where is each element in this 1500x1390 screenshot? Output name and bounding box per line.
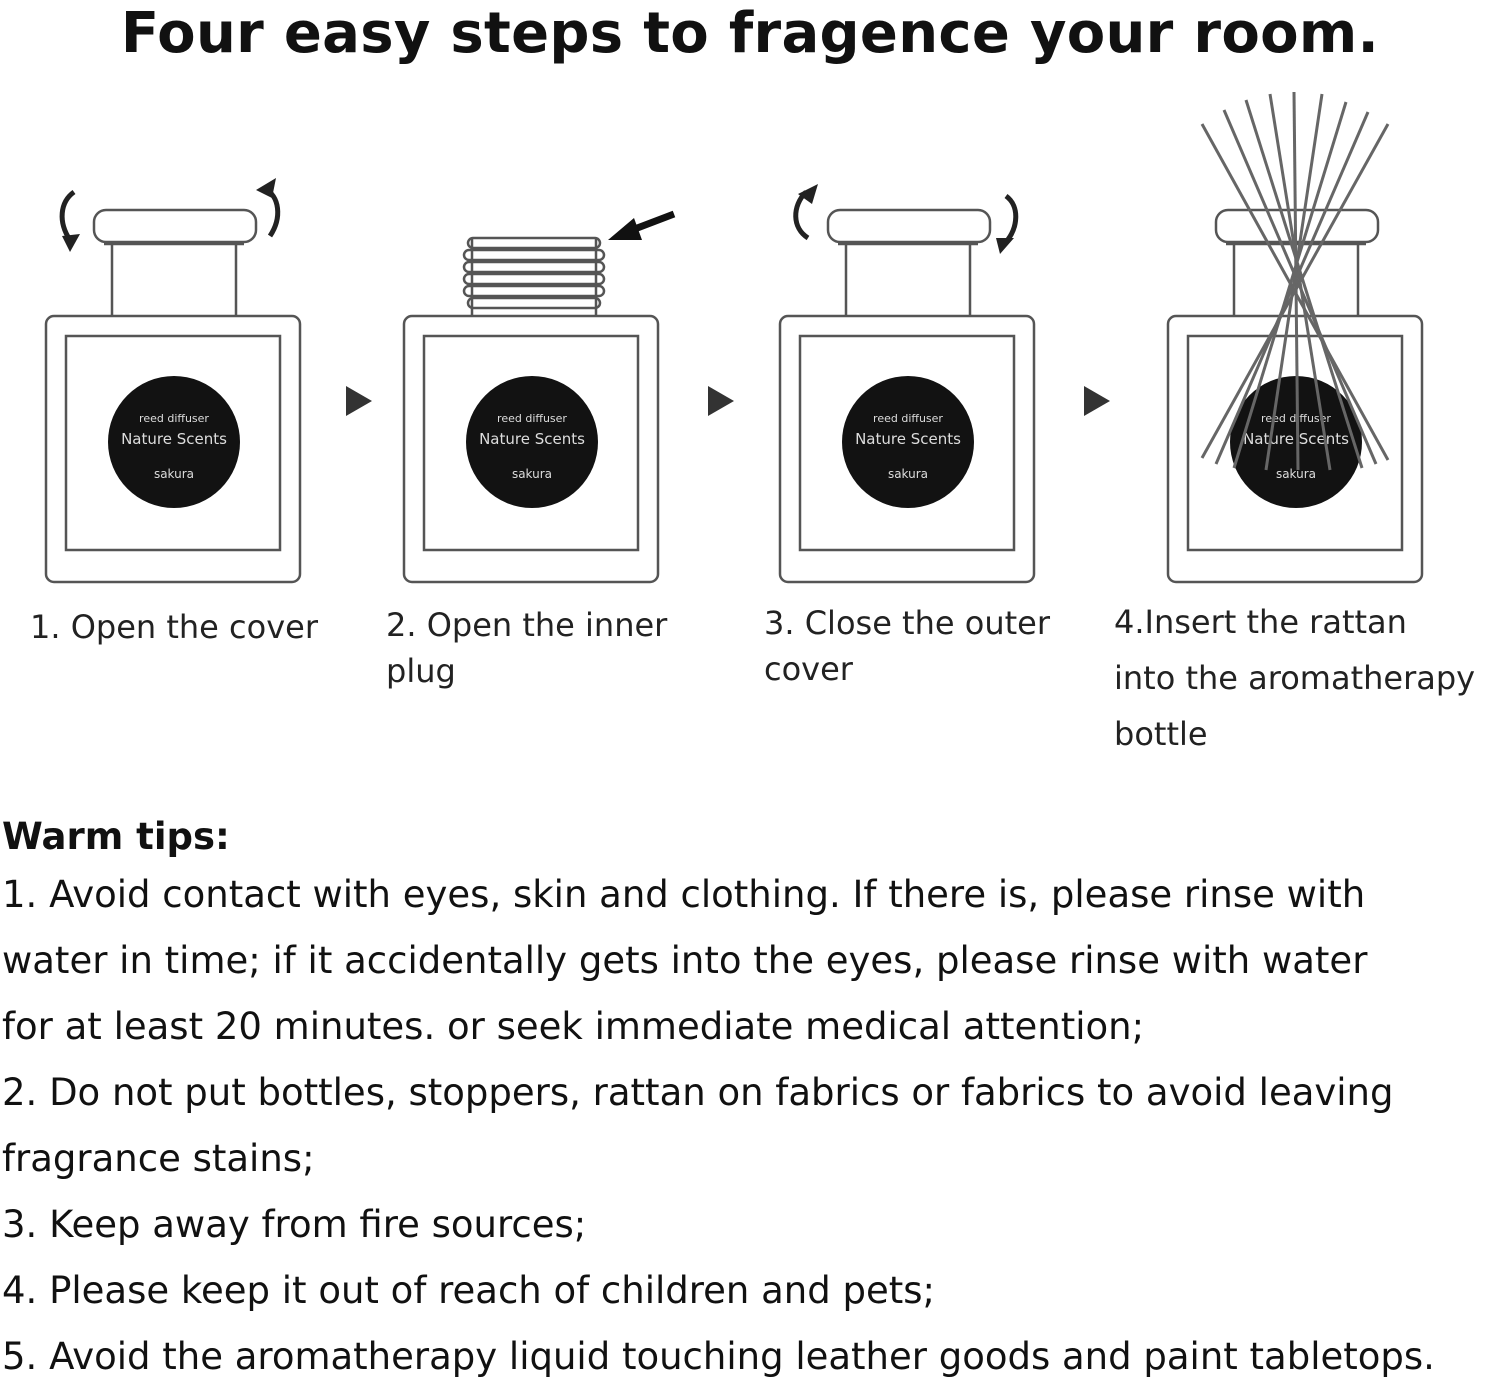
label-line-2: Nature Scents bbox=[479, 430, 585, 448]
steps-diagram bbox=[0, 80, 1500, 600]
label-line-2: Nature Scents bbox=[1243, 430, 1349, 448]
rotate-right-arrow-icon bbox=[1006, 196, 1016, 242]
label-line-3: sakura bbox=[1275, 467, 1317, 481]
step-3-caption-line: cover bbox=[764, 650, 853, 688]
step-2-caption-line: plug bbox=[386, 652, 456, 690]
step-1-caption-line: 1. Open the cover bbox=[30, 608, 318, 646]
tips-heading: Warm tips: bbox=[2, 815, 230, 858]
label-line-3: sakura bbox=[153, 467, 195, 481]
step-4-caption-line: into the aromatherapy bbox=[1114, 659, 1476, 697]
rotate-left-arrow-icon bbox=[62, 192, 74, 240]
thread-lines bbox=[464, 238, 604, 308]
tip-line: 2. Do not put bottles, stoppers, rattan on fabrics or fabrics to avoid leaving bbox=[2, 1071, 1394, 1114]
step-4-bottle bbox=[1162, 80, 1432, 590]
step-3-caption-line: 3. Close the outer bbox=[764, 604, 1050, 642]
label-line-2: Nature Scents bbox=[855, 430, 961, 448]
step-4-caption bbox=[1114, 594, 1475, 762]
label-line-2: Nature Scents bbox=[121, 430, 227, 448]
step-2-caption-line: 2. Open the inner bbox=[386, 606, 668, 644]
step-2-bottle bbox=[398, 80, 688, 590]
warm-tips bbox=[2, 812, 1500, 1390]
step-3-bottle bbox=[774, 80, 1044, 590]
next-step-arrow-icon bbox=[346, 386, 372, 416]
label-line-1: reed diffuser bbox=[497, 412, 567, 425]
tip-line: fragrance stains; bbox=[2, 1137, 315, 1180]
step-1-bottle bbox=[40, 80, 310, 590]
tip-line: for at least 20 minutes. or seek immediate medical attention; bbox=[2, 1005, 1145, 1048]
label-line-1: reed diffuser bbox=[873, 412, 943, 425]
step-4-caption-line: bottle bbox=[1114, 715, 1208, 753]
tip-line: 5. Avoid the aromatherapy liquid touching leather goods and paint tabletops. bbox=[2, 1335, 1435, 1378]
step-3-caption bbox=[764, 600, 1050, 692]
next-step-arrow-icon bbox=[708, 386, 734, 416]
pointer-arrow-icon bbox=[608, 218, 642, 240]
step-2-caption bbox=[386, 602, 667, 694]
tip-line: 3. Keep away from fire sources; bbox=[2, 1203, 587, 1246]
step-1-caption bbox=[30, 604, 318, 650]
label-line-1: reed diffuser bbox=[1261, 412, 1331, 425]
page-title: Four easy steps to fragence your room. bbox=[120, 1, 1380, 66]
step-4-caption-line: 4.Insert the rattan bbox=[1114, 603, 1407, 641]
tip-line: 1. Avoid contact with eyes, skin and clothing. If there is, please rinse with bbox=[2, 873, 1366, 916]
tip-line: water in time; if it accidentally gets into the eyes, please rinse with water bbox=[2, 939, 1368, 982]
next-step-arrow-icon bbox=[1084, 386, 1110, 416]
tip-line: 4. Please keep it out of reach of children and pets; bbox=[2, 1269, 936, 1312]
pointer-arrow-shaft bbox=[632, 214, 674, 230]
label-line-1: reed diffuser bbox=[139, 412, 209, 425]
label-line-3: sakura bbox=[887, 467, 929, 481]
label-line-3: sakura bbox=[511, 467, 553, 481]
